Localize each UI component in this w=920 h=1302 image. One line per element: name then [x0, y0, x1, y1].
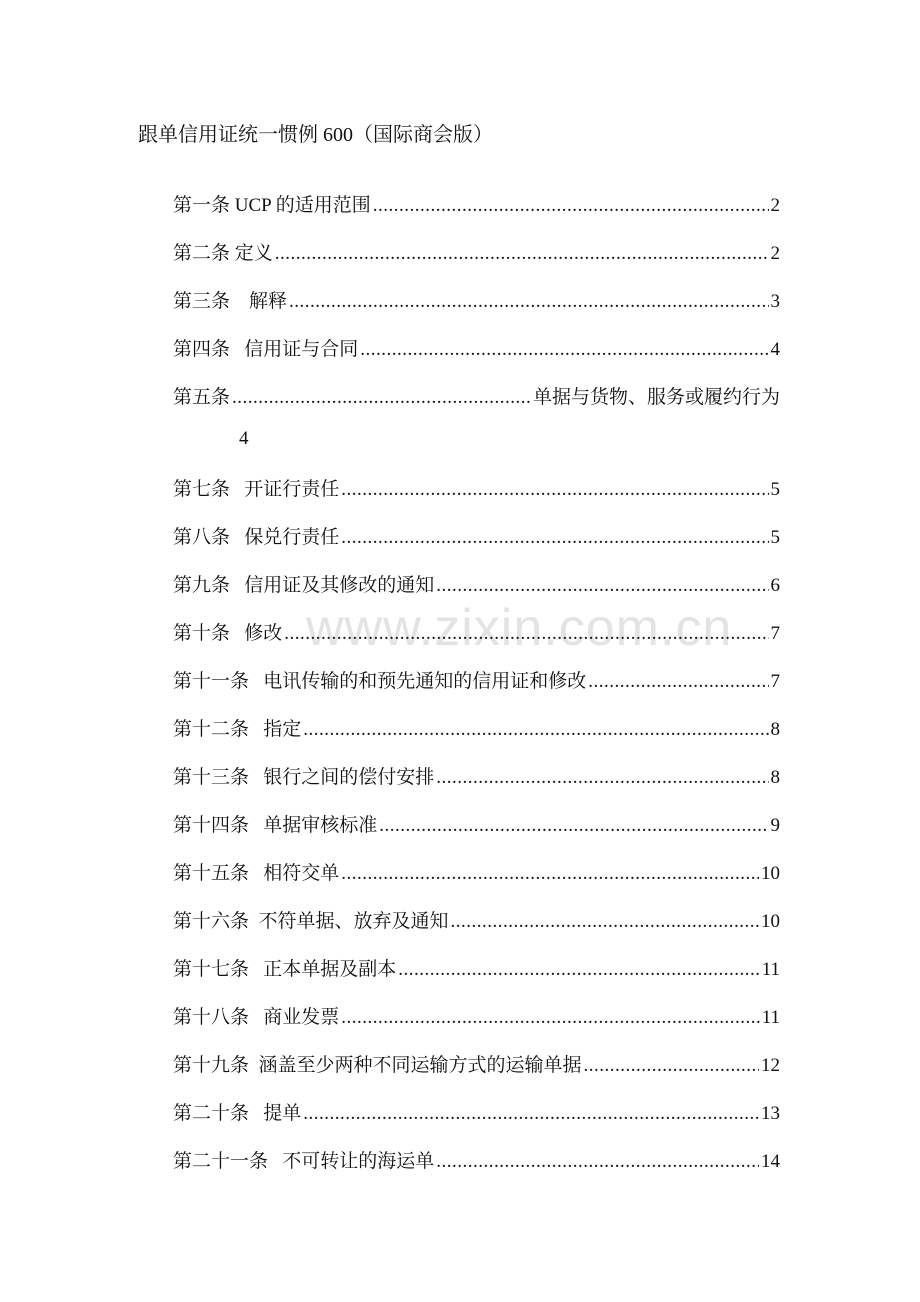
toc-entry-label: 第十条 修改 [173, 623, 283, 644]
toc-entry-label: 第五条 [173, 387, 231, 408]
toc-entry-label: 第十七条 正本单据及副本 [173, 959, 397, 980]
toc-entry[interactable] [173, 238, 780, 286]
toc-entry-page: 14 [761, 1151, 780, 1172]
toc-entry-page: 8 [770, 719, 780, 740]
toc-leader [379, 815, 768, 838]
toc-leader [284, 623, 768, 646]
watermark: www.zixin.com.cn [306, 599, 733, 657]
toc-entry-label: 第七条 开证行责任 [173, 479, 340, 500]
toc-leader [436, 575, 768, 598]
toc-leader [451, 911, 759, 934]
toc-leader [341, 863, 759, 886]
table-of-contents [173, 190, 780, 1194]
toc-entry-label: 第十九条 涵盖至少两种不同运输方式的运输单据 [173, 1055, 582, 1076]
toc-entry[interactable] [173, 906, 780, 954]
toc-entry-label: 第四条 信用证与合同 [173, 339, 359, 360]
toc-entry-page: 7 [770, 623, 780, 644]
toc-entry-label: 第二十一条 不可转让的海运单 [173, 1151, 435, 1172]
toc-entry-label: 第二十条 提单 [173, 1103, 302, 1124]
page-title: 跟单信用证统一惯例 600（国际商会版） [138, 124, 493, 146]
toc-entry[interactable] [173, 1002, 780, 1050]
toc-leader [289, 291, 768, 314]
toc-entry[interactable] [173, 190, 780, 238]
toc-entry[interactable] [173, 714, 780, 762]
toc-entry-page: 13 [761, 1103, 780, 1124]
toc-entry-label: 第八条 保兑行责任 [173, 527, 340, 548]
toc-entry-label: 第二条 定义 [173, 243, 273, 264]
toc-entry[interactable] [173, 334, 780, 382]
toc-leader [303, 1103, 759, 1126]
toc-leader [436, 1151, 759, 1174]
toc-entry-page: 2 [770, 195, 780, 216]
toc-leader [303, 719, 768, 742]
toc-entry[interactable] [173, 762, 780, 810]
toc-entry-label: 第三条 解释 [173, 291, 288, 312]
toc-entry[interactable] [173, 1050, 780, 1098]
toc-entry[interactable] [173, 858, 780, 906]
toc-entry-page: 10 [761, 911, 780, 932]
toc-entry-page: 8 [770, 767, 780, 788]
toc-entry[interactable] [173, 286, 780, 334]
toc-entry[interactable] [173, 382, 780, 428]
toc-entry-page: 7 [770, 671, 780, 692]
toc-entry-page: 2 [770, 243, 780, 264]
toc-leader [360, 339, 768, 362]
toc-entry-label: 第十八条 商业发票 [173, 1007, 340, 1028]
toc-entry-page: 11 [761, 959, 780, 980]
toc-entry[interactable] [173, 1098, 780, 1146]
toc-entry[interactable] [173, 810, 780, 858]
toc-entry-label: 第十二条 指定 [173, 719, 302, 740]
toc-entry-page: 4 [770, 339, 780, 360]
toc-leader [341, 1007, 759, 1030]
toc-entry-page: 9 [770, 815, 780, 836]
toc-leader [436, 767, 768, 790]
toc-leader [275, 243, 769, 266]
toc-entry[interactable] [173, 522, 780, 570]
toc-entry-page: 12 [761, 1055, 780, 1076]
toc-entry-label: 第十五条 相符交单 [173, 863, 340, 884]
toc-entry-label: 第十六条 不符单据、放弃及通知 [173, 911, 449, 932]
toc-entry-label: 第一条 UCP 的适用范围 [173, 195, 371, 216]
toc-entry[interactable] [173, 954, 780, 1002]
toc-entry-label: 第十一条 电讯传输的和预先通知的信用证和修改 [173, 671, 587, 692]
toc-leader [584, 1055, 759, 1078]
toc-entry-page-wrapped: 4 [239, 428, 249, 449]
toc-leader [341, 527, 768, 550]
toc-entry-label: 第十三条 银行之间的偿付安排 [173, 767, 435, 788]
toc-entry[interactable] [173, 618, 780, 666]
toc-entry[interactable] [173, 1146, 780, 1194]
toc-entry-page: 11 [761, 1007, 780, 1028]
toc-entry-page: 10 [761, 863, 780, 884]
toc-entry-label: 第十四条 单据审核标准 [173, 815, 378, 836]
toc-leader [398, 959, 759, 982]
toc-entry-page: 6 [770, 575, 780, 596]
toc-entry[interactable] [173, 474, 780, 522]
toc-leader [373, 195, 769, 218]
toc-entry[interactable] [173, 666, 780, 714]
toc-entry-page: 3 [770, 291, 780, 312]
toc-leader [588, 671, 768, 694]
toc-entry-label: 第九条 信用证及其修改的通知 [173, 575, 435, 596]
toc-entry[interactable] [173, 570, 780, 618]
toc-entry-page: 5 [770, 479, 780, 500]
toc-entry-label-continued: 单据与货物、服务或履约行为 [532, 387, 780, 408]
toc-entry-page: 5 [770, 527, 780, 548]
toc-leader [341, 479, 768, 502]
toc-leader [232, 387, 531, 410]
